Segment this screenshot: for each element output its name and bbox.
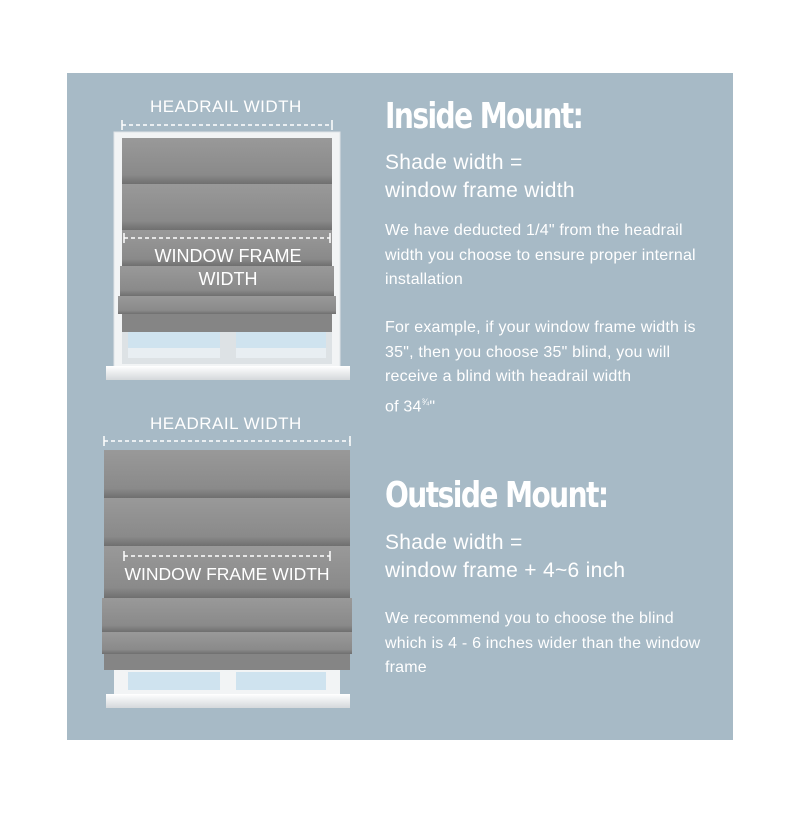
outside-shade-fold-5 bbox=[102, 632, 352, 654]
outside-shade-fold-1 bbox=[104, 450, 350, 498]
inside-paragraph-2-main: For example, if your window frame width is 35", then you choose 35" blind, you will receive a blind with headrail width bbox=[385, 319, 696, 385]
inside-paragraph-2 bbox=[385, 316, 715, 419]
inside-shade-fold-5 bbox=[118, 296, 336, 314]
inside-shade-bottom bbox=[122, 314, 332, 332]
inside-shade-fold-2 bbox=[122, 184, 332, 230]
inside-paragraph-2-fraction: ¾ bbox=[421, 396, 430, 407]
inside-frame-label-line1: WINDOW FRAME bbox=[154, 246, 302, 266]
outside-shade-fold-4 bbox=[102, 598, 352, 632]
outside-window-pane-left bbox=[128, 672, 220, 690]
outside-subtitle bbox=[385, 529, 725, 585]
outside-frame-label: WINDOW FRAME WIDTH bbox=[124, 564, 330, 584]
inside-paragraph-2-suffix: " bbox=[429, 397, 436, 415]
outside-shade-bottom bbox=[104, 654, 350, 670]
inside-window-sill bbox=[106, 366, 350, 380]
outside-subtitle-line1: Shade width = bbox=[385, 531, 523, 554]
inside-paragraph-1: We have deducted 1/4" from the headrail width you choose to ensure proper internal installation bbox=[385, 222, 696, 288]
outside-subtitle-line2: window frame + 4~6 inch bbox=[385, 559, 626, 582]
outside-window-sill bbox=[106, 694, 350, 708]
outside-paragraph-1: We recommend you to choose the blind which is 4 - 6 inches wider than the window frame bbox=[385, 610, 701, 676]
inside-shade-fold-1 bbox=[122, 138, 332, 184]
outside-window-pane-right bbox=[236, 672, 326, 690]
inside-mount-title: Inside Mount: bbox=[385, 96, 583, 137]
inside-subtitle-line2: window frame width bbox=[385, 179, 575, 202]
outside-shade-fold-2 bbox=[104, 498, 350, 546]
inside-headrail-label: HEADRAIL WIDTH bbox=[150, 97, 302, 116]
inside-subtitle bbox=[385, 149, 715, 205]
inside-subtitle-line1: Shade width = bbox=[385, 151, 523, 174]
outside-mount-title: Outside Mount: bbox=[385, 475, 608, 516]
inside-frame-label-line2: WIDTH bbox=[198, 269, 258, 289]
outside-headrail-label: HEADRAIL WIDTH bbox=[150, 414, 302, 433]
inside-frame-label bbox=[122, 245, 334, 291]
inside-paragraph-2-prefix: of 34 bbox=[385, 397, 422, 415]
